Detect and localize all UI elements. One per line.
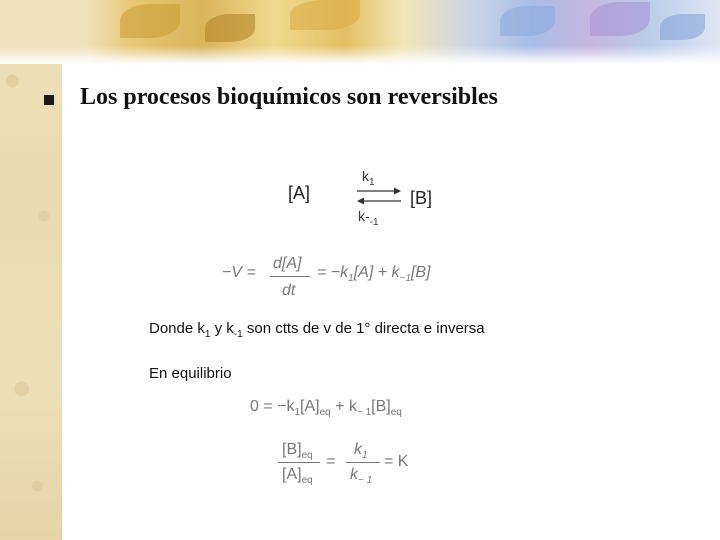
rate-numerator: d[A] bbox=[273, 255, 302, 272]
slide-title: Los procesos bioquímicos son reversibles bbox=[80, 84, 498, 110]
frac2-numerator: $k_1$ bbox=[354, 441, 368, 462]
frac1-line bbox=[278, 462, 320, 463]
reactant-label: [A] bbox=[288, 183, 311, 203]
rate-lhs: −V = bbox=[222, 264, 256, 281]
frac1-numerator: $[B]_{eq}$ bbox=[282, 441, 313, 462]
equilibrium-k: = K bbox=[384, 453, 409, 470]
frac1-denominator: $[A]_{eq}$ bbox=[282, 466, 313, 487]
frac2-denominator: $k_{- 1}$ bbox=[350, 466, 373, 487]
explanation-text: Donde $k_1$ y $k_{-1}$ son ctts de v de 1° directa e inversa bbox=[149, 320, 485, 340]
frac-equals: = bbox=[326, 453, 336, 470]
k-reverse-label: $k-_{-1}$ bbox=[358, 208, 379, 228]
product-label: [B] bbox=[410, 188, 433, 208]
rate-rhs: = $-k_1[A] + k_{-1}[B]$ bbox=[317, 264, 431, 285]
rate-denominator: dt bbox=[282, 282, 296, 299]
k-forward-label: $k_1$ bbox=[362, 168, 375, 188]
frac2-line bbox=[346, 462, 380, 463]
equilibrium-equation: $0 = -k_1[A]_{eq} + k_{- 1}[B]_{eq}$ bbox=[250, 398, 402, 419]
equilibrium-label: En equilibrio bbox=[149, 365, 232, 382]
